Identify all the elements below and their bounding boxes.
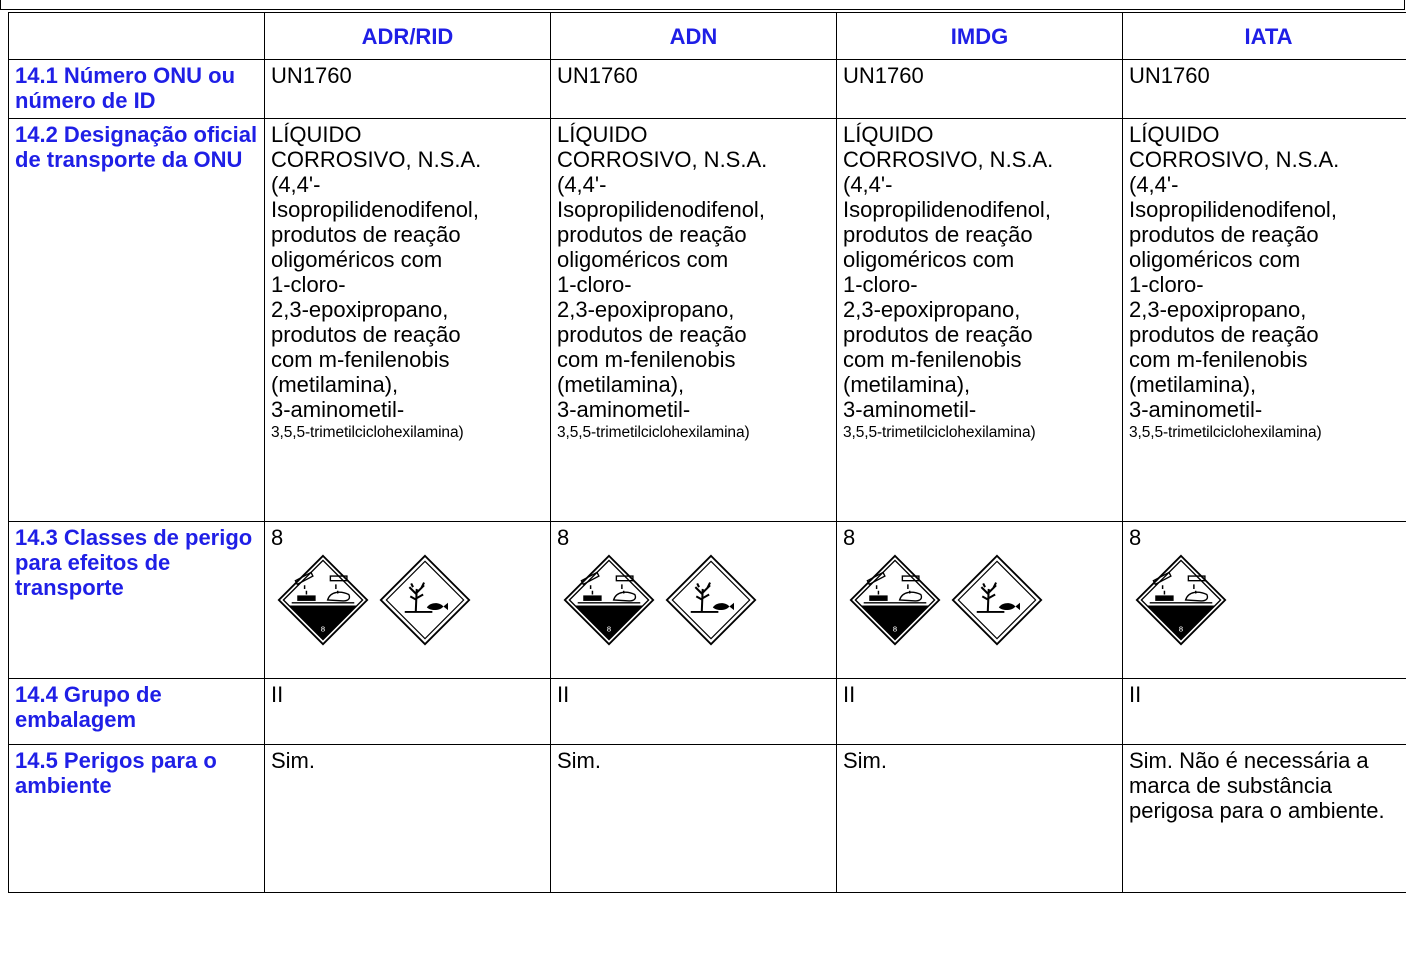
shipping-name-line: Isopropilidenodifenol, <box>271 197 479 222</box>
cell-iata: UN1760 <box>1123 60 1406 119</box>
shipping-name-line: 3,5,5-trimetilciclohexilamina) <box>1129 424 1322 441</box>
shipping-name-line: oligoméricos com <box>1129 247 1301 272</box>
hazard-pictograms <box>849 554 1118 646</box>
cell-iata <box>1123 119 1406 522</box>
cell-adr-rid <box>265 119 551 522</box>
shipping-name-line: (metilamina), <box>1129 372 1257 397</box>
shipping-name-line: LÍQUIDO <box>843 122 934 147</box>
table-row-hazard-class <box>9 522 1406 679</box>
shipping-name-line: oligoméricos com <box>843 247 1015 272</box>
shipping-name-line: oligoméricos com <box>557 247 729 272</box>
row-label: 14.3 Classes de perigo para efeitos de transporte <box>9 522 265 679</box>
cell-adn <box>551 119 837 522</box>
shipping-name-line: 3,5,5-trimetilciclohexilamina) <box>557 424 750 441</box>
hazard-pictograms <box>563 554 832 646</box>
cell-iata: II <box>1123 679 1406 745</box>
corrosive-pictogram-icon <box>563 554 655 646</box>
shipping-name-line: com m-fenilenobis <box>557 347 736 372</box>
environment-pictogram-icon <box>951 554 1043 646</box>
shipping-name-line: (4,4'- <box>843 172 893 197</box>
cell-adn: Sim. <box>551 745 837 893</box>
shipping-name-line: produtos de reação <box>1129 322 1319 347</box>
shipping-name-line: CORROSIVO, N.S.A. <box>843 147 1054 172</box>
shipping-name-line: 2,3-epoxipropano, <box>1129 297 1307 322</box>
row-label: 14.1 Número ONU ou número de ID <box>9 60 265 119</box>
shipping-name-line: produtos de reação <box>843 222 1033 247</box>
table-row-un-number <box>9 60 1406 119</box>
hazard-class-value: 8 <box>271 525 284 550</box>
shipping-name-line: 2,3-epoxipropano, <box>843 297 1021 322</box>
transport-info-table <box>8 12 1406 893</box>
shipping-name-line: com m-fenilenobis <box>843 347 1022 372</box>
shipping-name-line: 1-cloro- <box>1129 272 1204 297</box>
cell-iata: Sim. Não é necessária a marca de substância perigosa para o ambiente. <box>1123 745 1406 893</box>
hazard-class-value: 8 <box>1129 525 1142 550</box>
svg-text:8: 8 <box>320 624 326 634</box>
shipping-name-line: (4,4'- <box>1129 172 1179 197</box>
cell-adn: II <box>551 679 837 745</box>
shipping-name-line: CORROSIVO, N.S.A. <box>1129 147 1340 172</box>
header-adr-rid: ADR/RID <box>265 13 551 60</box>
row-label: 14.5 Perigos para o ambiente <box>9 745 265 893</box>
shipping-name-line: com m-fenilenobis <box>1129 347 1308 372</box>
table-header-row <box>9 13 1406 60</box>
svg-text:8: 8 <box>606 624 612 634</box>
cell-adr-rid: Sim. <box>265 745 551 893</box>
shipping-name-line: 2,3-epoxipropano, <box>271 297 449 322</box>
table-row-packing-group <box>9 679 1406 745</box>
previous-section-border <box>0 0 1405 10</box>
cell-imdg: Sim. <box>837 745 1123 893</box>
hazard-class-value: 8 <box>843 525 856 550</box>
cell-adr-rid: UN1760 <box>265 60 551 119</box>
cell-adr-rid <box>265 522 551 679</box>
cell-adr-rid: II <box>265 679 551 745</box>
corrosive-pictogram-icon <box>1135 554 1227 646</box>
corrosive-pictogram-icon <box>277 554 369 646</box>
table-row-shipping-name <box>9 119 1406 522</box>
table-row-environmental-hazards <box>9 745 1406 893</box>
shipping-name-line: 3-aminometil- <box>271 397 405 422</box>
shipping-name-line: 2,3-epoxipropano, <box>557 297 735 322</box>
shipping-name-line: (4,4'- <box>557 172 607 197</box>
cell-iata <box>1123 522 1406 679</box>
shipping-name-line: produtos de reação <box>271 222 461 247</box>
environment-pictogram-icon <box>379 554 471 646</box>
cell-imdg: II <box>837 679 1123 745</box>
row-label: 14.4 Grupo de embalagem <box>9 679 265 745</box>
shipping-name-line: (metilamina), <box>557 372 685 397</box>
shipping-name-line: LÍQUIDO <box>1129 122 1220 147</box>
environment-pictogram-icon <box>665 554 757 646</box>
cell-imdg <box>837 522 1123 679</box>
shipping-name-line: (metilamina), <box>271 372 399 397</box>
shipping-name-line: produtos de reação <box>843 322 1033 347</box>
shipping-name-line: Isopropilidenodifenol, <box>557 197 765 222</box>
cell-adn <box>551 522 837 679</box>
cell-adn: UN1760 <box>551 60 837 119</box>
corrosive-pictogram-icon <box>849 554 941 646</box>
svg-text:8: 8 <box>1178 624 1184 634</box>
row-label: 14.2 Designação oficial de transporte da ONU <box>9 119 265 522</box>
hazard-class-value: 8 <box>557 525 570 550</box>
shipping-name-line: 3-aminometil- <box>843 397 977 422</box>
svg-text:8: 8 <box>892 624 898 634</box>
cell-imdg <box>837 119 1123 522</box>
shipping-name-line: produtos de reação <box>271 322 461 347</box>
shipping-name-line: 1-cloro- <box>557 272 632 297</box>
shipping-name-line: 3,5,5-trimetilciclohexilamina) <box>843 424 1036 441</box>
hazard-pictograms <box>1135 554 1406 646</box>
hazard-pictograms <box>277 554 546 646</box>
shipping-name-line: LÍQUIDO <box>271 122 362 147</box>
shipping-name-line: 3-aminometil- <box>557 397 691 422</box>
shipping-name-line: 3,5,5-trimetilciclohexilamina) <box>271 424 464 441</box>
header-imdg: IMDG <box>837 13 1123 60</box>
shipping-name-line: CORROSIVO, N.S.A. <box>557 147 768 172</box>
shipping-name-line: produtos de reação <box>557 222 747 247</box>
shipping-name-line: Isopropilidenodifenol, <box>843 197 1051 222</box>
shipping-name-line: 3-aminometil- <box>1129 397 1263 422</box>
header-adn: ADN <box>551 13 837 60</box>
shipping-name-line: 1-cloro- <box>271 272 346 297</box>
cell-imdg: UN1760 <box>837 60 1123 119</box>
shipping-name-line: (4,4'- <box>271 172 321 197</box>
shipping-name-line: produtos de reação <box>557 322 747 347</box>
shipping-name-line: (metilamina), <box>843 372 971 397</box>
shipping-name-line: com m-fenilenobis <box>271 347 450 372</box>
header-iata: IATA <box>1123 13 1406 60</box>
shipping-name-line: 1-cloro- <box>843 272 918 297</box>
shipping-name-line: oligoméricos com <box>271 247 443 272</box>
shipping-name-line: LÍQUIDO <box>557 122 648 147</box>
shipping-name-line: Isopropilidenodifenol, <box>1129 197 1337 222</box>
shipping-name-line: CORROSIVO, N.S.A. <box>271 147 482 172</box>
header-empty <box>9 13 265 60</box>
shipping-name-line: produtos de reação <box>1129 222 1319 247</box>
